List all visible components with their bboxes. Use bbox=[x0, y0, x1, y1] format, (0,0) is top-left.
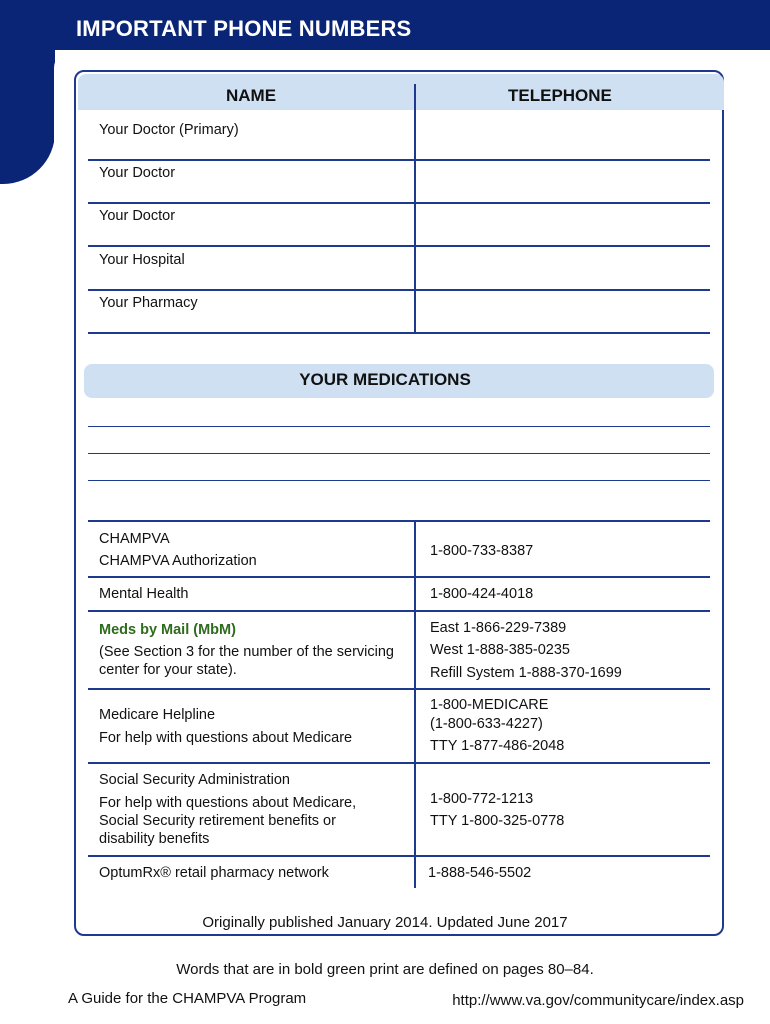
row-rule bbox=[88, 245, 710, 247]
table-row-name: Your Doctor bbox=[99, 208, 176, 224]
row-rule bbox=[88, 289, 710, 291]
contact-phone: 1-800-733-8387 bbox=[430, 543, 534, 559]
contact-phone: 1-800-772-1213 bbox=[430, 791, 534, 807]
row-rule bbox=[88, 576, 710, 578]
contact-name: CHAMPVA bbox=[99, 531, 170, 547]
footer-url: http://www.va.gov/communitycare/index.asp bbox=[452, 992, 744, 1009]
contact-phone: Refill System 1-888-370-1699 bbox=[430, 665, 622, 681]
contact-description: Social Security retirement benefits or bbox=[99, 813, 336, 829]
row-rule bbox=[88, 762, 710, 764]
table-row-name: Your Hospital bbox=[99, 252, 185, 268]
row-rule bbox=[88, 202, 710, 204]
contact-phone: TTY 1-877-486-2048 bbox=[430, 738, 565, 754]
publication-note: Originally published January 2014. Updated June 2017 bbox=[202, 914, 568, 931]
table-header-bar bbox=[78, 74, 724, 110]
row-rule bbox=[88, 332, 710, 334]
medication-write-line bbox=[88, 426, 710, 427]
contact-phone: 1-800-MEDICARE bbox=[430, 697, 549, 713]
contact-phone: West 1-888-385-0235 bbox=[430, 642, 570, 658]
defined-term-meds-by-mail: Meds by Mail (MbM) bbox=[99, 622, 236, 638]
row-rule bbox=[88, 688, 710, 690]
table-row-name: Your Pharmacy bbox=[99, 295, 198, 311]
row-rule bbox=[88, 610, 710, 612]
contact-name: Mental Health bbox=[99, 586, 189, 602]
contact-phone: East 1-866-229-7389 bbox=[430, 620, 567, 636]
medication-write-line bbox=[88, 453, 710, 454]
left-tab-decoration bbox=[0, 0, 55, 184]
column-header-name: NAME bbox=[226, 86, 277, 105]
contact-name: Social Security Administration bbox=[99, 772, 290, 788]
row-rule bbox=[88, 855, 710, 857]
contact-description: disability benefits bbox=[99, 831, 210, 847]
table-row-name: Your Doctor (Primary) bbox=[99, 122, 239, 138]
contact-description: For help with questions about Medicare, bbox=[99, 795, 357, 811]
contact-name: OptumRx® retail pharmacy network bbox=[99, 865, 329, 881]
row-rule bbox=[88, 159, 710, 161]
contact-name: Medicare Helpline bbox=[99, 707, 216, 723]
contact-description: center for your state). bbox=[99, 662, 237, 678]
footer-guide-title: A Guide for the CHAMPVA Program bbox=[68, 990, 307, 1007]
definitions-footnote: Words that are in bold green print are defined on pages 80–84. bbox=[176, 961, 594, 978]
row-rule bbox=[88, 520, 710, 522]
contact-phone: (1-800-633-4227) bbox=[430, 716, 543, 732]
contact-description: For help with questions about Medicare bbox=[99, 730, 353, 746]
page-title: IMPORTANT PHONE NUMBERS bbox=[76, 16, 412, 41]
table-row-name: Your Doctor bbox=[99, 165, 176, 181]
column-header-telephone: TELEPHONE bbox=[508, 86, 612, 105]
table-divider bbox=[414, 84, 416, 334]
contact-phone: TTY 1-800-325-0778 bbox=[430, 813, 565, 829]
contact-phone: 1-888-546-5502 bbox=[428, 865, 532, 881]
medications-title: YOUR MEDICATIONS bbox=[299, 370, 471, 389]
contact-phone: 1-800-424-4018 bbox=[430, 586, 534, 602]
contact-description: CHAMPVA Authorization bbox=[99, 553, 257, 569]
medication-write-line bbox=[88, 480, 710, 481]
contact-description: (See Section 3 for the number of the servicing bbox=[99, 644, 394, 660]
